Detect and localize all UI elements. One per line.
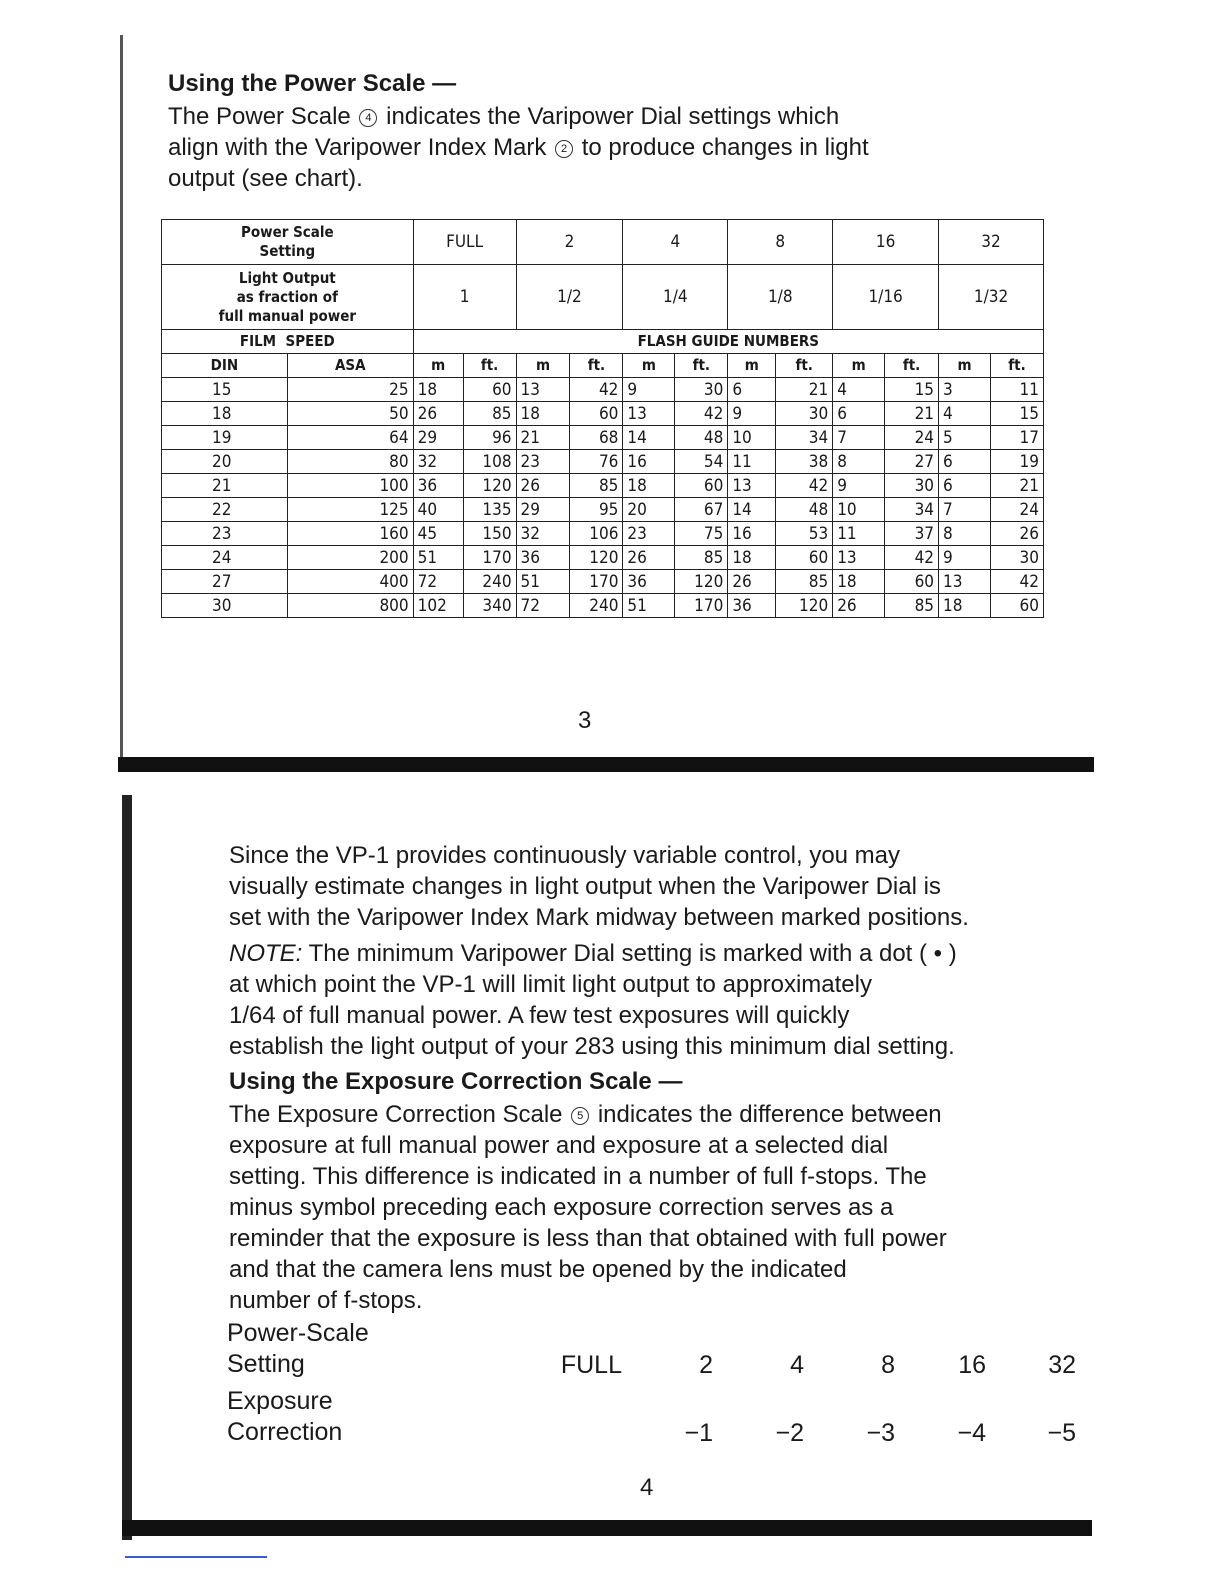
table-row	[162, 402, 1044, 426]
guide-ft-cell: 26	[990, 522, 1043, 546]
left-page-edge-bottom	[122, 795, 132, 1540]
setting-label: Power-Scale Setting	[227, 1319, 369, 1378]
guide-ft-cell: 42	[885, 546, 939, 570]
asa-cell: 160	[287, 522, 413, 546]
page-number-3: 3	[578, 707, 592, 734]
guide-m-cell: 10	[833, 498, 885, 522]
guide-m-cell: 5	[939, 426, 991, 450]
guide-ft-cell: 42	[990, 570, 1043, 594]
unit-ft: ft.	[570, 354, 623, 378]
guide-ft-cell: 120	[463, 474, 516, 498]
guide-m-cell: 6	[939, 450, 991, 474]
guide-m-cell: 13	[833, 546, 885, 570]
guide-ft-cell: 19	[990, 450, 1043, 474]
exposure-scale	[227, 1318, 1087, 1458]
guide-numbers-label: FLASH GUIDE NUMBERS	[413, 330, 1043, 354]
guide-number-rows	[162, 378, 1044, 618]
guide-ft-cell: 120	[570, 546, 623, 570]
guide-m-cell: 23	[623, 522, 675, 546]
guide-ft-cell: 85	[570, 474, 623, 498]
unit-ft: ft.	[776, 354, 833, 378]
note-label: NOTE:	[229, 940, 303, 967]
guide-ft-cell: 120	[776, 594, 833, 618]
film-speed-label: FILM SPEED	[162, 330, 414, 354]
guide-ft-cell: 21	[776, 378, 833, 402]
guide-m-cell: 8	[939, 522, 991, 546]
page-bottom-bar	[122, 1520, 1092, 1536]
asa-cell: 100	[287, 474, 413, 498]
guide-m-cell: 9	[623, 378, 675, 402]
guide-m-cell: 51	[623, 594, 675, 618]
guide-m-cell: 29	[516, 498, 570, 522]
guide-m-cell: 51	[516, 570, 570, 594]
fraction-cell: 1/32	[939, 265, 1044, 330]
setting-cell: FULL	[413, 220, 516, 265]
guide-m-cell: 11	[833, 522, 885, 546]
page-number-4: 4	[640, 1474, 654, 1501]
table-row-section-labels	[162, 330, 1044, 354]
guide-m-cell: 29	[413, 426, 463, 450]
guide-ft-cell: 21	[990, 474, 1043, 498]
scale-correction: −4	[957, 1419, 986, 1447]
asa-cell: 400	[287, 570, 413, 594]
guide-ft-cell: 21	[885, 402, 939, 426]
guide-m-cell: 13	[516, 378, 570, 402]
guide-ft-cell: 60	[990, 594, 1043, 618]
guide-ft-cell: 106	[570, 522, 623, 546]
guide-m-cell: 51	[413, 546, 463, 570]
flash-guide-table	[161, 219, 1044, 618]
guide-m-cell: 13	[728, 474, 776, 498]
table-row-settings	[162, 220, 1044, 265]
unit-m: m	[728, 354, 776, 378]
table-row	[162, 522, 1044, 546]
guide-ft-cell: 170	[463, 546, 516, 570]
guide-ft-cell: 24	[990, 498, 1043, 522]
guide-ft-cell: 68	[570, 426, 623, 450]
guide-m-cell: 4	[833, 378, 885, 402]
din-cell: 23	[162, 522, 288, 546]
guide-m-cell: 18	[833, 570, 885, 594]
din-cell: 22	[162, 498, 288, 522]
din-cell: 15	[162, 378, 288, 402]
guide-ft-cell: 85	[463, 402, 516, 426]
asa-cell: 125	[287, 498, 413, 522]
fraction-cell: 1/16	[833, 265, 939, 330]
guide-m-cell: 18	[728, 546, 776, 570]
guide-m-cell: 18	[413, 378, 463, 402]
fraction-cell: 1/8	[728, 265, 833, 330]
unit-m: m	[623, 354, 675, 378]
circled-4-icon: 4	[359, 109, 377, 127]
table-row-units	[162, 354, 1044, 378]
unit-m: m	[939, 354, 991, 378]
guide-ft-cell: 34	[885, 498, 939, 522]
guide-m-cell: 72	[413, 570, 463, 594]
guide-m-cell: 20	[623, 498, 675, 522]
guide-ft-cell: 15	[885, 378, 939, 402]
scale-setting: 16	[958, 1351, 986, 1379]
guide-ft-cell: 42	[570, 378, 623, 402]
guide-ft-cell: 15	[990, 402, 1043, 426]
guide-ft-cell: 27	[885, 450, 939, 474]
din-label: DIN	[162, 354, 288, 378]
guide-ft-cell: 54	[675, 450, 728, 474]
guide-ft-cell: 240	[463, 570, 516, 594]
guide-ft-cell: 34	[776, 426, 833, 450]
guide-m-cell: 3	[939, 378, 991, 402]
left-page-edge-top	[120, 35, 123, 760]
fraction-cell: 1	[413, 265, 516, 330]
din-cell: 18	[162, 402, 288, 426]
scale-correction: −2	[775, 1419, 804, 1447]
guide-ft-cell: 85	[675, 546, 728, 570]
setting-cell: 16	[833, 220, 939, 265]
guide-ft-cell: 11	[990, 378, 1043, 402]
guide-m-cell: 10	[728, 426, 776, 450]
guide-ft-cell: 60	[885, 570, 939, 594]
guide-ft-cell: 53	[776, 522, 833, 546]
guide-ft-cell: 60	[776, 546, 833, 570]
asa-cell: 50	[287, 402, 413, 426]
guide-m-cell: 6	[833, 402, 885, 426]
guide-ft-cell: 48	[776, 498, 833, 522]
guide-ft-cell: 60	[570, 402, 623, 426]
guide-m-cell: 4	[939, 402, 991, 426]
para-part2: indicates the Varipower Dial settings which align with the Varipower Index Mark	[168, 103, 840, 161]
table-row	[162, 546, 1044, 570]
guide-m-cell: 26	[728, 570, 776, 594]
guide-ft-cell: 170	[675, 594, 728, 618]
guide-ft-cell: 96	[463, 426, 516, 450]
guide-m-cell: 26	[833, 594, 885, 618]
table-row	[162, 474, 1044, 498]
din-cell: 20	[162, 450, 288, 474]
circled-2-icon: 2	[555, 140, 573, 158]
guide-m-cell: 72	[516, 594, 570, 618]
guide-m-cell: 26	[623, 546, 675, 570]
guide-m-cell: 6	[939, 474, 991, 498]
table-row	[162, 570, 1044, 594]
guide-m-cell: 21	[516, 426, 570, 450]
guide-ft-cell: 24	[885, 426, 939, 450]
guide-m-cell: 18	[516, 402, 570, 426]
para-part3: to produce changes in light output (see chart).	[168, 134, 869, 192]
table-row	[162, 378, 1044, 402]
asa-cell: 800	[287, 594, 413, 618]
setting-cell: 32	[939, 220, 1044, 265]
power-scale-paragraph	[168, 101, 1048, 194]
guide-m-cell: 14	[728, 498, 776, 522]
din-cell: 30	[162, 594, 288, 618]
guide-m-cell: 18	[623, 474, 675, 498]
guide-ft-cell: 85	[776, 570, 833, 594]
scale-setting: 4	[790, 1351, 804, 1379]
guide-m-cell: 9	[833, 474, 885, 498]
unit-ft: ft.	[885, 354, 939, 378]
light-output-label: Light Output as fraction of full manual power	[162, 265, 414, 330]
guide-m-cell: 102	[413, 594, 463, 618]
setting-cell: 4	[623, 220, 728, 265]
guide-ft-cell: 108	[463, 450, 516, 474]
guide-ft-cell: 135	[463, 498, 516, 522]
guide-m-cell: 16	[623, 450, 675, 474]
asa-cell: 80	[287, 450, 413, 474]
unit-m: m	[413, 354, 463, 378]
table-row	[162, 498, 1044, 522]
guide-m-cell: 26	[516, 474, 570, 498]
exposure-correction-heading: Using the Exposure Correction Scale —	[229, 1068, 683, 1095]
guide-ft-cell: 38	[776, 450, 833, 474]
guide-ft-cell: 48	[675, 426, 728, 450]
scale-setting: FULL	[560, 1351, 622, 1379]
table-row-fractions	[162, 265, 1044, 330]
page-divider-bar	[118, 757, 1094, 772]
setting-cell: 2	[516, 220, 623, 265]
unit-ft: ft.	[675, 354, 728, 378]
guide-m-cell: 7	[833, 426, 885, 450]
guide-ft-cell: 76	[570, 450, 623, 474]
guide-m-cell: 45	[413, 522, 463, 546]
asa-cell: 200	[287, 546, 413, 570]
power-scale-heading: Using the Power Scale —	[168, 70, 457, 97]
din-cell: 19	[162, 426, 288, 450]
guide-ft-cell: 75	[675, 522, 728, 546]
para2-part1: The Exposure Correction Scale	[229, 1101, 563, 1128]
guide-ft-cell: 30	[990, 546, 1043, 570]
guide-m-cell: 8	[833, 450, 885, 474]
guide-ft-cell: 170	[570, 570, 623, 594]
asa-cell: 64	[287, 426, 413, 450]
scale-setting: 2	[699, 1351, 713, 1379]
din-cell: 27	[162, 570, 288, 594]
guide-m-cell: 36	[623, 570, 675, 594]
exposure-correction-paragraph	[229, 1099, 1109, 1316]
table-row	[162, 594, 1044, 618]
scale-setting: 8	[881, 1351, 895, 1379]
table-row	[162, 426, 1044, 450]
blue-underline-mark	[125, 1556, 267, 1558]
table-row	[162, 450, 1044, 474]
guide-ft-cell: 42	[776, 474, 833, 498]
guide-m-cell: 7	[939, 498, 991, 522]
guide-m-cell: 36	[413, 474, 463, 498]
guide-m-cell: 9	[939, 546, 991, 570]
guide-m-cell: 18	[939, 594, 991, 618]
para2-part2: indicates the difference between exposure at full manual power and exposure at a selected dial setting. This difference is indicated in a number of full f-stops. The minus symbol preceding each exposure correction serves as a reminder that the exposure is less than that obtained with full power and that the camera lens must be opened by the indicated number of f-stops.	[229, 1101, 947, 1314]
guide-ft-cell: 150	[463, 522, 516, 546]
guide-ft-cell: 340	[463, 594, 516, 618]
note-text: The minimum Varipower Dial setting is marked with a dot ( • ) at which point the VP-1 will limit light output to approximately 1/64 of full manual power. A few test exposures will quickly establish the light output of your 283 using this minimum dial setting.	[229, 940, 957, 1060]
guide-m-cell: 11	[728, 450, 776, 474]
guide-ft-cell: 60	[463, 378, 516, 402]
note-paragraph	[229, 938, 1109, 1062]
correction-label: Exposure Correction	[227, 1387, 343, 1446]
guide-m-cell: 9	[728, 402, 776, 426]
guide-ft-cell: 60	[675, 474, 728, 498]
guide-ft-cell: 17	[990, 426, 1043, 450]
guide-m-cell: 40	[413, 498, 463, 522]
guide-ft-cell: 120	[675, 570, 728, 594]
scale-correction: −5	[1047, 1419, 1076, 1447]
variable-control-paragraph: Since the VP-1 provides continuously variable control, you may visually estimate changes in light output when the Varipower Dial is set with the Varipower Index Mark midway between marked positions.	[229, 842, 969, 931]
fraction-cell: 1/4	[623, 265, 728, 330]
guide-m-cell: 32	[413, 450, 463, 474]
unit-m: m	[516, 354, 570, 378]
fraction-cell: 1/2	[516, 265, 623, 330]
guide-ft-cell: 67	[675, 498, 728, 522]
guide-ft-cell: 30	[675, 378, 728, 402]
scale-correction: −1	[684, 1419, 713, 1447]
din-cell: 21	[162, 474, 288, 498]
para-part1: The Power Scale	[168, 103, 351, 130]
scale-setting: 32	[1048, 1351, 1076, 1379]
din-cell: 24	[162, 546, 288, 570]
guide-ft-cell: 95	[570, 498, 623, 522]
unit-m: m	[833, 354, 885, 378]
guide-ft-cell: 37	[885, 522, 939, 546]
guide-m-cell: 32	[516, 522, 570, 546]
unit-ft: ft.	[463, 354, 516, 378]
guide-ft-cell: 85	[885, 594, 939, 618]
guide-m-cell: 13	[939, 570, 991, 594]
guide-ft-cell: 240	[570, 594, 623, 618]
guide-m-cell: 6	[728, 378, 776, 402]
guide-m-cell: 14	[623, 426, 675, 450]
guide-m-cell: 36	[516, 546, 570, 570]
asa-cell: 25	[287, 378, 413, 402]
asa-label: ASA	[287, 354, 413, 378]
guide-ft-cell: 30	[776, 402, 833, 426]
setting-cell: 8	[728, 220, 833, 265]
guide-m-cell: 16	[728, 522, 776, 546]
guide-ft-cell: 42	[675, 402, 728, 426]
unit-ft: ft.	[990, 354, 1043, 378]
guide-ft-cell: 30	[885, 474, 939, 498]
circled-5-icon: 5	[571, 1107, 589, 1125]
scale-correction: −3	[866, 1419, 895, 1447]
power-scale-label: Power Scale Setting	[162, 220, 414, 265]
guide-m-cell: 13	[623, 402, 675, 426]
guide-m-cell: 26	[413, 402, 463, 426]
guide-m-cell: 23	[516, 450, 570, 474]
guide-m-cell: 36	[728, 594, 776, 618]
